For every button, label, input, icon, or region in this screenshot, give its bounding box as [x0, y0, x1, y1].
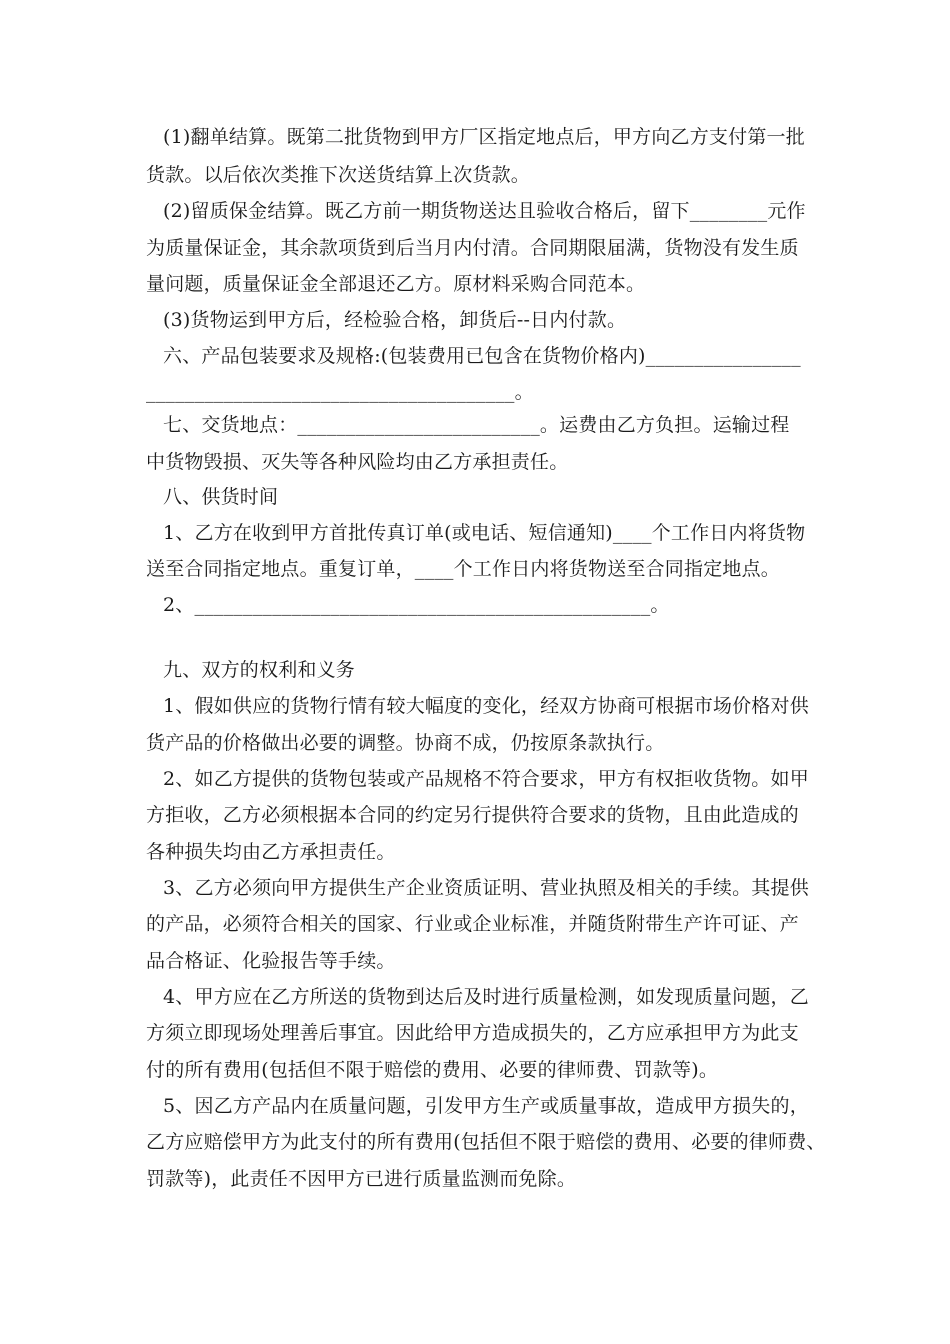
paragraph-line: 付的所有费用(包括但不限于赔偿的费用、必要的律师费、罚款等)。	[146, 1059, 719, 1081]
paragraph-line: 2、如乙方提供的货物包装或产品规格不符合要求，甲方有权拒收货物。如甲	[163, 768, 809, 790]
paragraph-line: 中货物毁损、灭失等各种风险均由乙方承担责任。	[146, 451, 569, 473]
section-heading: 六、产品包装要求及规格:(包装费用已包含在货物价格内)________________	[163, 345, 801, 367]
paragraph-line: 的产品，必须符合相关的国家、行业或企业标准，并随货附带生产许可证、产	[146, 913, 799, 935]
paragraph-line: 罚款等)，此责任不因甲方已进行质量监测而免除。	[146, 1168, 577, 1190]
paragraph-line: 5、因乙方产品内在质量问题，引发甲方生产或质量事故，造成甲方损失的，	[163, 1095, 809, 1117]
paragraph-line: 方须立即现场处理善后事宜。因此给甲方造成损失的，乙方应承担甲方为此支	[146, 1022, 799, 1044]
paragraph-line: 4、甲方应在乙方所送的货物到达后及时进行质量检测，如发现质量问题，乙	[163, 986, 809, 1008]
paragraph-line: 1、乙方在收到甲方首批传真订单(或电话、短信通知)____个工作日内将货物	[163, 522, 806, 544]
paragraph-line: (1)翻单结算。既第二批货物到甲方厂区指定地点后，甲方向乙方支付第一批	[163, 126, 805, 148]
paragraph-line: 为质量保证金，其余款项货到后当月内付清。合同期限届满，货物没有发生质	[146, 237, 799, 259]
paragraph-line: (3)货物运到甲方后，经检验合格，卸货后--日内付款。	[163, 309, 627, 331]
section-heading: 九、双方的权利和义务	[163, 659, 356, 681]
paragraph-line: 货产品的价格做出必要的调整。协商不成，仍按原条款执行。	[146, 732, 665, 754]
paragraph-line: 3、乙方必须向甲方提供生产企业资质证明、营业执照及相关的手续。其提供	[163, 877, 809, 899]
section-heading: 八、供货时间	[163, 486, 279, 508]
paragraph-line: 量问题，质量保证金全部退还乙方。原材料采购合同范本。	[146, 273, 646, 295]
paragraph-line: 品合格证、化验报告等手续。	[146, 950, 396, 972]
paragraph-line: 乙方应赔偿甲方为此支付的所有费用(包括但不限于赔偿的费用、必要的律师费、	[146, 1131, 826, 1153]
paragraph-line: ______________________________________。	[146, 381, 534, 403]
section-heading: 七、交货地点：_________________________。运费由乙方负担。运输过程	[163, 414, 790, 436]
paragraph-line: 方拒收，乙方必须根据本合同的约定另行提供符合要求的货物，且由此造成的	[146, 804, 799, 826]
paragraph-line: (2)留质保金结算。既乙方前一期货物送达且验收合格后，留下________元作	[163, 200, 806, 222]
paragraph-line: 2、_______________________________________________。	[163, 594, 670, 616]
paragraph-line: 各种损失均由乙方承担责任。	[146, 841, 396, 863]
paragraph-line: 送至合同指定地点。重复订单，____个工作日内将货物送至合同指定地点。	[146, 558, 781, 580]
paragraph-line: 货款。以后依次类推下次送货结算上次货款。	[146, 164, 531, 186]
paragraph-line: 1、假如供应的货物行情有较大幅度的变化，经双方协商可根据市场价格对供	[163, 695, 809, 717]
